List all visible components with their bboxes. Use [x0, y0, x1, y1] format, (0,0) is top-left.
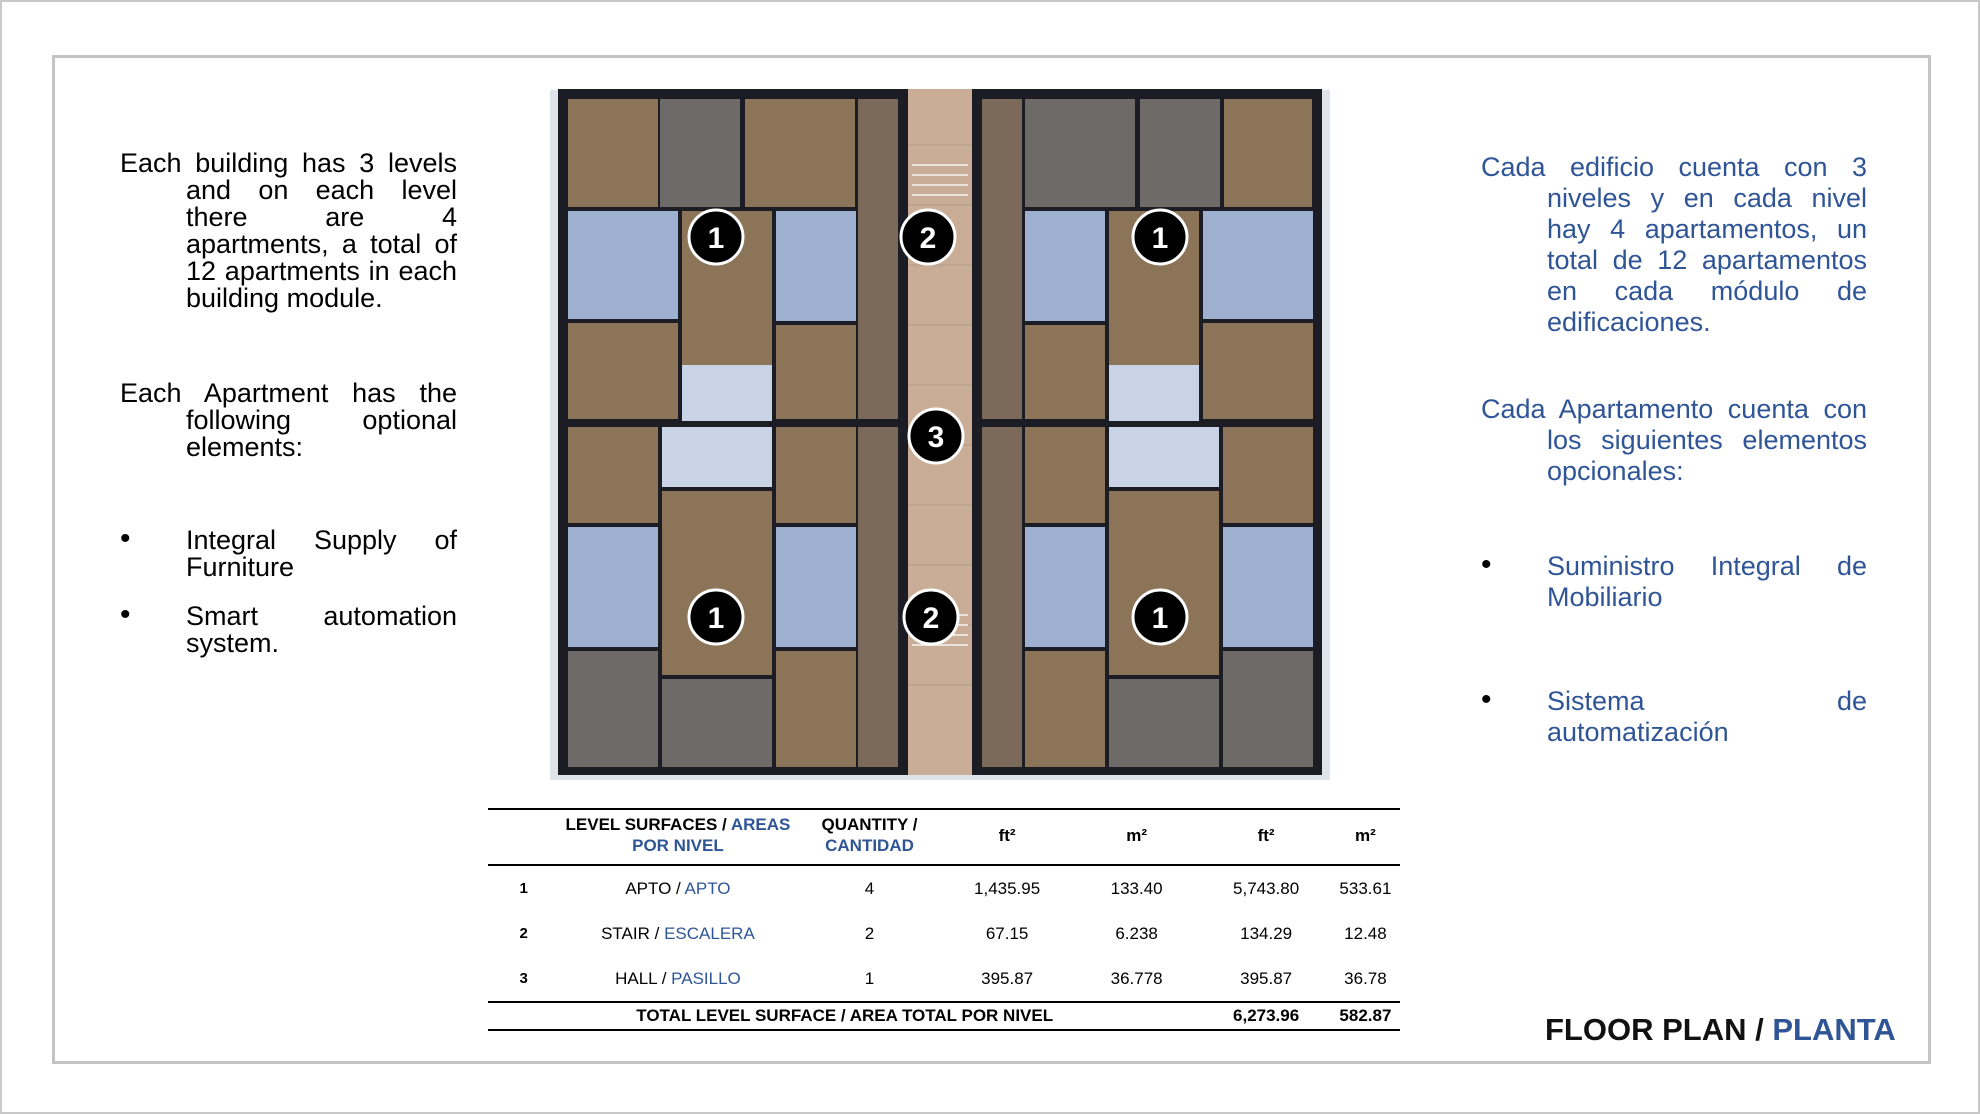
- total-label: TOTAL LEVEL SURFACE / AREA TOTAL POR NIVEL: [488, 1002, 1201, 1030]
- row-number: 1: [519, 880, 528, 897]
- surface-table: [488, 808, 1400, 1031]
- row-m2: 36.778: [1110, 968, 1163, 988]
- floor-plan-title: FLOOR PLAN / PLANTA: [1545, 1012, 1896, 1047]
- row-name: STAIR / ESCALERA: [601, 923, 755, 943]
- row-quantity: 1: [864, 968, 875, 988]
- row-m2-total: 533.61: [1339, 878, 1392, 898]
- table-total-row: [488, 1002, 1400, 1030]
- svg-text:1: 1: [1151, 602, 1169, 635]
- english-description: [120, 150, 457, 679]
- svg-text:1: 1: [707, 602, 725, 635]
- table-row: [488, 911, 1400, 956]
- row-ft2-total: 134.29: [1240, 923, 1293, 943]
- header-m2-total: m²: [1331, 809, 1400, 865]
- row-quantity: 2: [864, 923, 875, 943]
- marker-apartment-top-left: [689, 210, 743, 264]
- header-quantity: QUANTITY / CANTIDAD: [797, 809, 943, 865]
- bullet-icon: •: [1481, 683, 1492, 716]
- header-number: [488, 809, 559, 865]
- english-bullet-item: • Integral Supply of Furniture: [120, 522, 457, 582]
- bullet-icon: •: [1481, 548, 1492, 581]
- row-ft2: 67.15: [985, 923, 1029, 943]
- right-building: [972, 89, 1322, 775]
- marker-stair-top: [901, 210, 955, 264]
- row-number: 3: [519, 970, 528, 987]
- row-number: 2: [519, 925, 528, 942]
- row-ft2-total: 395.87: [1240, 968, 1293, 988]
- svg-text:2: 2: [919, 222, 937, 255]
- row-quantity: 4: [864, 878, 875, 898]
- svg-text:2: 2: [922, 602, 940, 635]
- header-ft2-total: ft²: [1201, 809, 1331, 865]
- marker-apartment-bottom-right: [1133, 590, 1187, 644]
- row-ft2-total: 5,743.80: [1233, 878, 1300, 898]
- english-paragraph-levels: Each building has 3 levels and on each level there are 4 apartments, a total of 12 apartments in each building module.: [120, 148, 457, 313]
- bullet-icon: •: [120, 522, 131, 555]
- header-m2: m²: [1072, 809, 1202, 865]
- table-row: [488, 956, 1400, 1002]
- marker-stair-bottom: [904, 590, 958, 644]
- spanish-bullet-item: • Sistema de automatización: [1481, 683, 1867, 747]
- svg-text:1: 1: [707, 222, 725, 255]
- total-m2: 582.87: [1331, 1002, 1400, 1030]
- table-row: [488, 865, 1400, 911]
- marker-hall: [909, 409, 963, 463]
- spanish-paragraph-elements: Cada Apartamento cuenta con los siguientes elementos opcionales:: [1481, 394, 1867, 486]
- table-header-row: [488, 809, 1400, 865]
- left-building: [558, 89, 908, 775]
- total-ft2: 6,273.96: [1201, 1002, 1331, 1030]
- english-bullet-list: [120, 522, 457, 658]
- row-m2: 133.40: [1110, 878, 1163, 898]
- bullet-icon: •: [120, 598, 131, 631]
- svg-text:3: 3: [927, 421, 945, 454]
- english-paragraph-elements: Each Apartment has the following optional elements:: [120, 378, 457, 462]
- row-ft2: 395.87: [981, 968, 1034, 988]
- row-m2-total: 36.78: [1344, 968, 1387, 988]
- marker-apartment-bottom-left: [689, 590, 743, 644]
- row-name: HALL / PASILLO: [615, 968, 741, 988]
- row-m2-total: 12.48: [1344, 923, 1387, 943]
- floor-plan-render: [540, 85, 1340, 780]
- row-m2: 6.238: [1115, 923, 1158, 943]
- header-level-surfaces: LEVEL SURFACES / AREAS POR NIVEL: [559, 809, 796, 865]
- spanish-description: [1481, 152, 1867, 821]
- marker-apartment-top-right: [1133, 210, 1187, 264]
- row-name: APTO / APTO: [625, 878, 731, 898]
- surface-table-container: [488, 808, 1400, 1031]
- spanish-bullet-item: • Suministro Integral de Mobiliario: [1481, 548, 1867, 612]
- row-ft2: 1,435.95: [974, 878, 1041, 898]
- header-ft2: ft²: [942, 809, 1072, 865]
- spanish-bullet-list: [1481, 548, 1867, 748]
- english-bullet-item: • Smart automation system.: [120, 598, 457, 658]
- spanish-paragraph-levels: Cada edificio cuenta con 3 niveles y en cada nivel hay 4 apartamentos, un total de 12 apartamentos en cada módulo de edificaciones.: [1481, 152, 1867, 337]
- svg-text:1: 1: [1151, 222, 1169, 255]
